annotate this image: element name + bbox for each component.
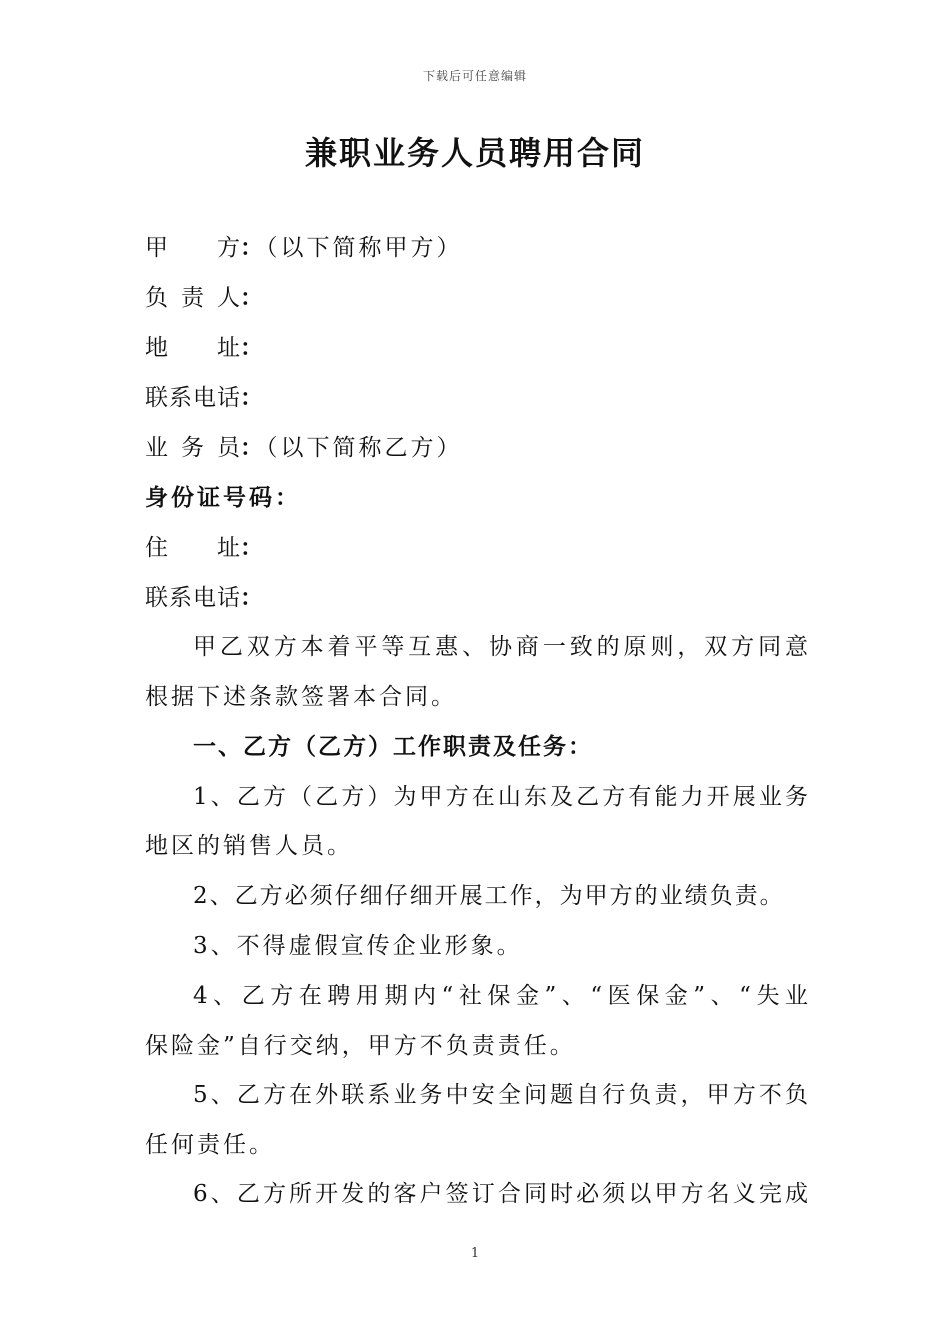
document-title: 兼职业务人员聘用合同 xyxy=(304,134,645,172)
party-b-colon: ： xyxy=(240,435,266,461)
party-line-phone-b xyxy=(145,578,810,618)
address-a-label: 地址 xyxy=(145,335,240,361)
phone-b-colon: ： xyxy=(240,585,266,611)
party-line-address-a xyxy=(145,328,810,368)
party-a-value: （以下简称甲方） xyxy=(266,235,463,261)
page-header: 下载后可任意编辑 xyxy=(422,69,527,83)
item-1-line-2: 地区的销售人员。 xyxy=(145,833,353,859)
item-6-line-1: 6、乙方所开发的客户签订合同时必须以甲方名义完成 xyxy=(193,1181,810,1207)
item-5-line-2: 任何责任。 xyxy=(145,1132,275,1158)
id-number-colon: ： xyxy=(275,485,301,511)
party-a-label: 甲方 xyxy=(145,235,240,261)
phone-a-colon: ： xyxy=(240,385,266,411)
address-b-label: 住址 xyxy=(145,535,240,561)
responsible-colon: ： xyxy=(240,285,266,311)
party-line-id-number xyxy=(145,478,810,518)
party-line-party-b xyxy=(145,428,810,468)
item-4-line-2: 保险金”自行交纳，甲方不负责责任。 xyxy=(145,1033,576,1059)
party-line-responsible xyxy=(145,278,810,318)
phone-a-label: 联系电话 xyxy=(145,385,240,411)
party-line-phone-a xyxy=(145,378,810,418)
item-5-line-1: 5、乙方在外联系业务中安全问题自行负责，甲方不负 xyxy=(193,1082,810,1108)
party-line-address-b xyxy=(145,528,810,568)
responsible-label: 负责人 xyxy=(145,285,240,311)
id-number-label: 身份证号码 xyxy=(145,485,275,511)
address-b-colon: ： xyxy=(240,535,266,561)
item-3: 3、不得虚假宣传企业形象。 xyxy=(193,933,523,959)
party-line-party-a xyxy=(145,228,810,268)
intro-line-2: 根据下述条款签署本合同。 xyxy=(145,684,457,710)
page-number: 1 xyxy=(470,1246,480,1261)
item-1-line-1: 1、乙方（乙方）为甲方在山东及乙方有能力开展业务 xyxy=(193,784,810,810)
address-a-colon: ： xyxy=(240,335,266,361)
intro-line-1: 甲乙双方本着平等互惠、协商一致的原则，双方同意 xyxy=(193,634,810,660)
phone-b-label: 联系电话 xyxy=(145,585,240,611)
party-b-value: （以下简称乙方） xyxy=(266,435,463,461)
item-2: 2、乙方必须仔细仔细开展工作，为甲方的业绩负责。 xyxy=(193,883,785,909)
party-a-colon: ： xyxy=(240,235,266,261)
party-b-label: 业务员 xyxy=(145,435,240,461)
item-4-line-1: 4、乙方在聘用期内“社保金”、“医保金”、“失业 xyxy=(193,983,810,1009)
section-1-heading: 一、乙方（乙方）工作职责及任务： xyxy=(193,734,593,760)
